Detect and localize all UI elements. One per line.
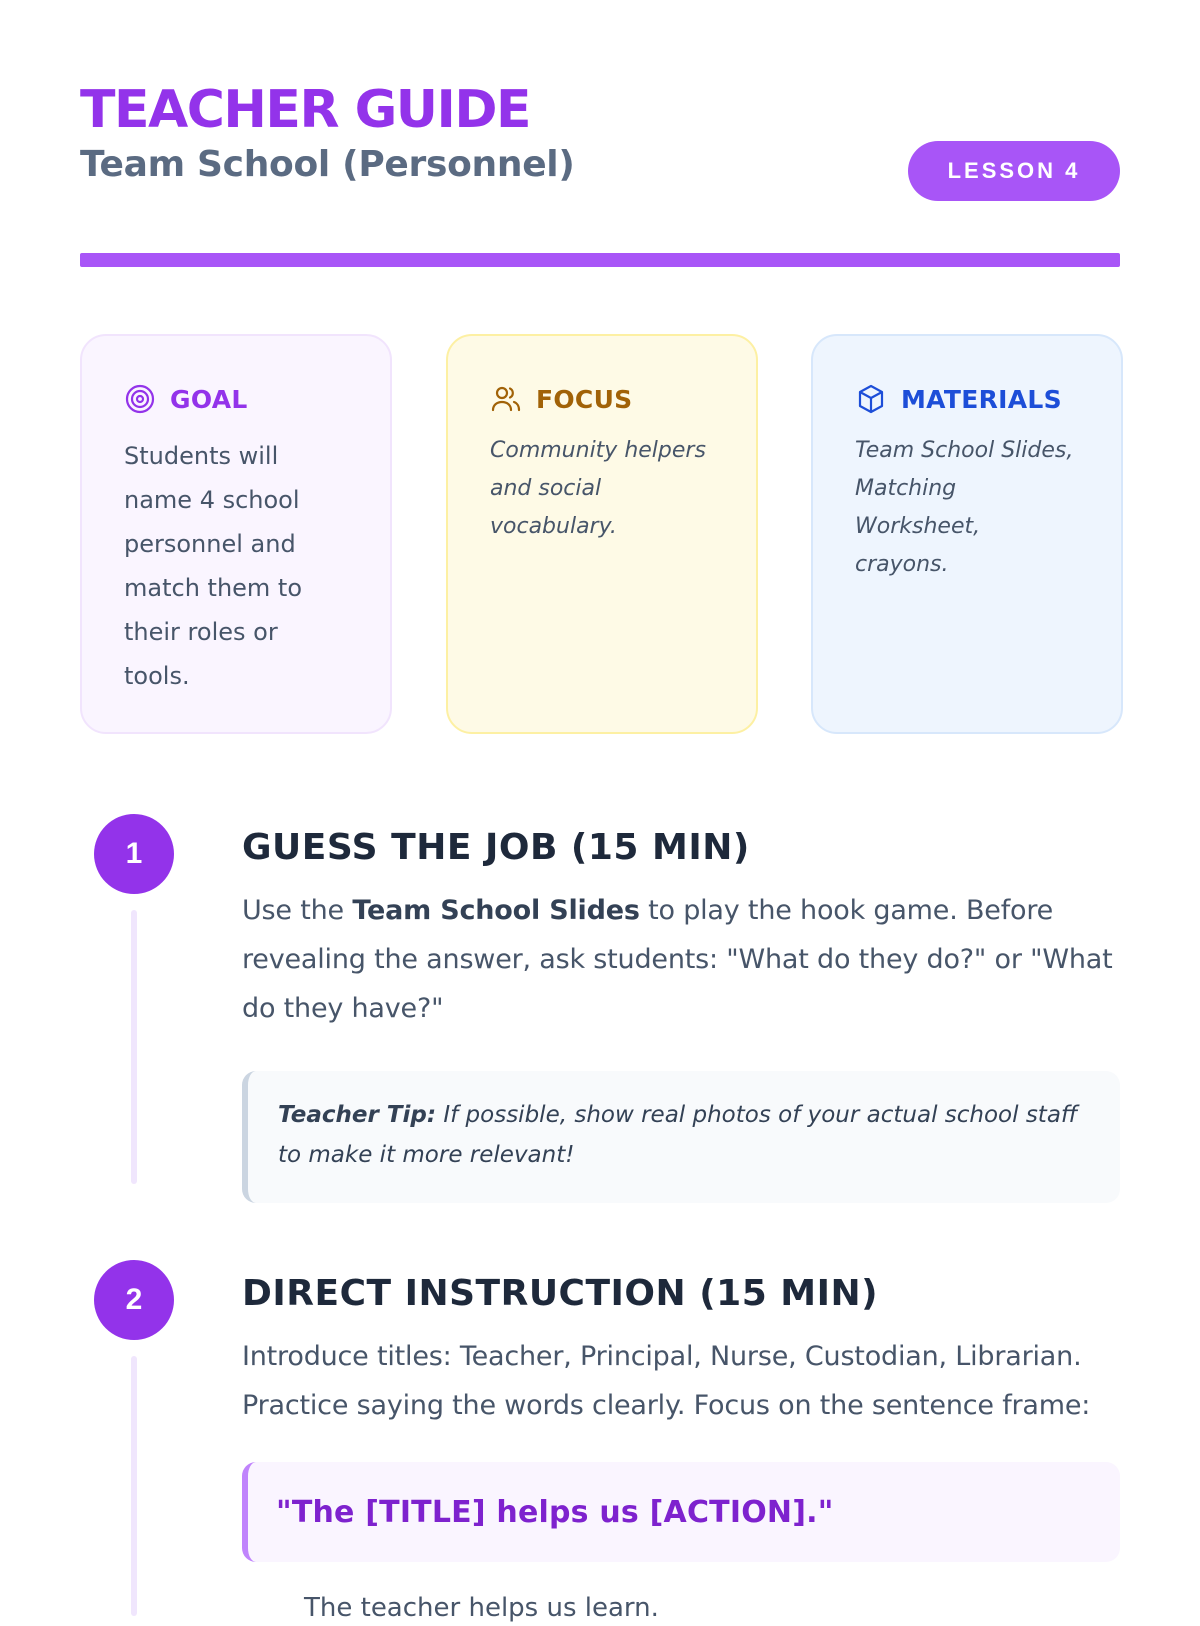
- sentence-example: The teacher helps us learn.: [304, 1593, 659, 1623]
- materials-card-header: [855, 380, 1079, 418]
- page-title: TEACHER GUIDE: [80, 80, 531, 140]
- step-2-title: DIRECT INSTRUCTION (15 MIN): [242, 1273, 879, 1314]
- step-2-content: [242, 1260, 1120, 1626]
- step-1-text-bold: Team School Slides: [352, 895, 640, 926]
- step-1-content: [242, 814, 1120, 1203]
- sentence-frame: "The [TITLE] helps us [ACTION].": [242, 1462, 1120, 1562]
- goal-card: [80, 334, 392, 734]
- step-2-text: Introduce titles: Teacher, Principal, Nurse, Custodian, Librarian. Practice saying the words clearly. Focus on the sentence frame:: [242, 1341, 1091, 1421]
- focus-label: FOCUS: [536, 384, 633, 414]
- box-icon: [855, 383, 887, 415]
- step-1-text-end: to play the hook game. Before revealing the answer, ask students: "What do they do?" or "What do they have?": [242, 895, 1113, 1024]
- step-number-badge: 2: [94, 1260, 174, 1340]
- goal-label: GOAL: [170, 384, 248, 414]
- lesson-badge: LESSON 4: [908, 141, 1120, 201]
- step-timeline-line: [131, 1356, 137, 1616]
- users-icon: [490, 383, 522, 415]
- page-header: [80, 78, 1120, 188]
- materials-text: Team School Slides, Matching Worksheet, crayons.: [855, 438, 1074, 577]
- materials-label: MATERIALS: [901, 384, 1062, 414]
- materials-card: [811, 334, 1123, 734]
- page-subtitle: Team School (Personnel): [80, 144, 575, 185]
- step-2: [94, 1260, 1120, 1623]
- step-timeline-line: [131, 910, 137, 1184]
- teacher-tip: [242, 1071, 1120, 1203]
- goal-card-header: [124, 380, 348, 418]
- focus-card: [446, 334, 758, 734]
- step-1-text: [242, 886, 1120, 1033]
- header-divider: [80, 253, 1120, 267]
- step-1-text-start: Use the: [242, 895, 353, 926]
- step-1-title: GUESS THE JOB (15 MIN): [242, 827, 750, 868]
- teacher-tip-label: Teacher Tip:: [278, 1102, 437, 1128]
- target-icon: [124, 383, 156, 415]
- focus-text: Community helpers and social vocabulary.: [490, 438, 706, 539]
- step-1: [94, 814, 1120, 1184]
- teacher-tip-text: If possible, show real photos of your actual school staff to make it more relevant!: [278, 1102, 1078, 1168]
- step-number-badge: 1: [94, 814, 174, 894]
- focus-card-header: [490, 380, 714, 418]
- goal-text: Students will name 4 school personnel and match them to their roles or tools.: [124, 442, 303, 690]
